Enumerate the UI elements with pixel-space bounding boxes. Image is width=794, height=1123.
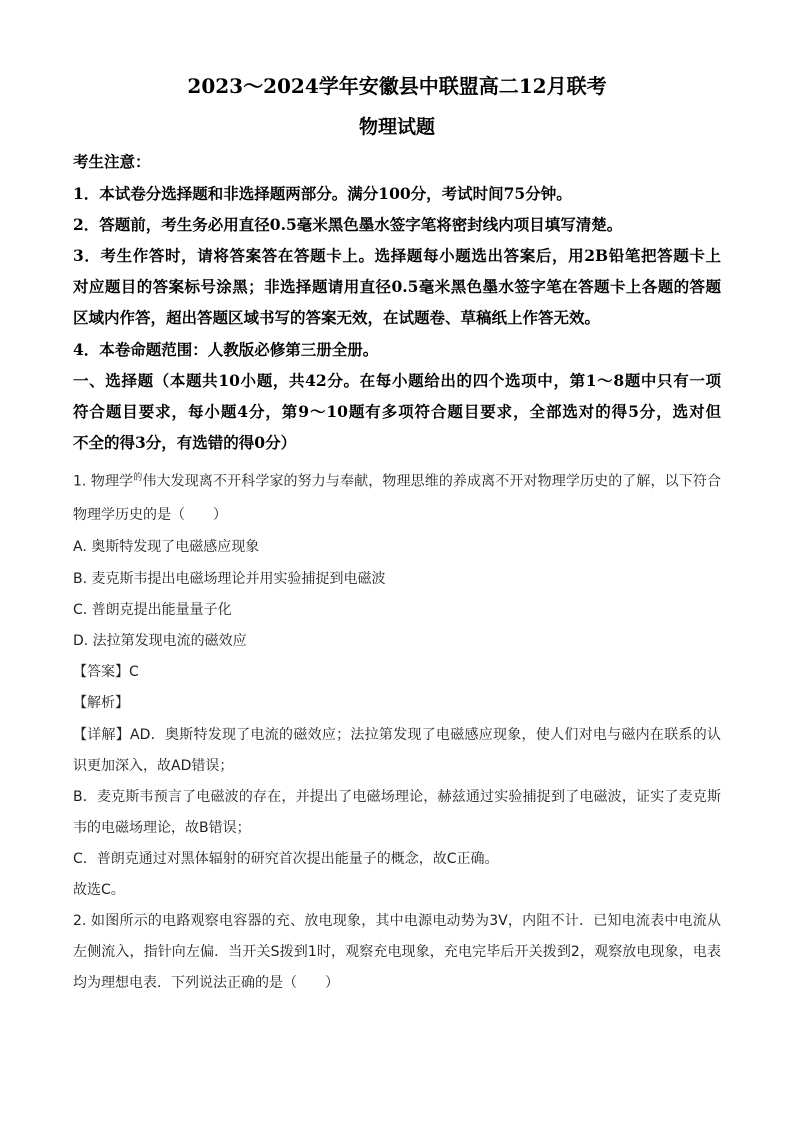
q1-detail-3: B．麦克斯韦预言了电磁波的存在，并提出了电磁场理论，赫兹通过实验捕捉到了电磁波，证实了麦克斯: [73, 789, 721, 805]
notice-item-4: 4．本卷命题范围：人教版必修第三册全册。: [73, 340, 379, 359]
notice-item-3: 3．考生作答时，请将答案答在答题卡上。选择题每小题选出答案后，用2B铅笔把答题卡上: [73, 246, 721, 265]
q1-analysis-label: 【解析】: [73, 695, 129, 711]
q1-stem: [73, 470, 721, 491]
q2-stem-2: 左侧流入，指针向左偏．当开关S拨到1时，观察充电现象，充电完毕后开关拨到2，观察放电现象，电表: [73, 944, 721, 960]
q1-stem-start: 1. 物理学: [73, 473, 134, 490]
q2-stem-1: 2. 如图所示的电路观察电容器的充、放电现象，其中电源电动势为3V，内阻不计．已知电流表中电流从: [73, 913, 721, 929]
notice-item-3-cont2: 区域内作答，超出答题区域书写的答案无效，在试题卷、草稿纸上作答无效。: [73, 308, 601, 327]
notice-item-1: 1．本试卷分选择题和非选择题两部分。满分100分，考试时间75分钟。: [73, 184, 572, 203]
q1-option-c: C. 普朗克提出能量量子化: [73, 602, 232, 618]
notice-item-3-cont: 对应题目的答案标号涂黑；非选择题请用直径0.5毫米黑色墨水签字笔在答题卡上各题的答题: [73, 277, 721, 296]
notice-item-2: 2．答题前，考生务必用直径0.5毫米黑色墨水签字笔将密封线内项目填写清楚。: [73, 215, 623, 234]
notice-heading: 考生注意：: [73, 152, 151, 171]
q1-stem-note: 的: [133, 473, 143, 483]
q1-stem-line2: 物理学历史的是（ ）: [73, 507, 227, 523]
q1-detail-1: 【详解】AD．奥斯特发现了电流的磁效应；法拉第发现了电磁感应现象，使人们对电与磁内在联系的认: [73, 727, 721, 743]
q1-detail-2: 识更加深入，故AD错误；: [73, 758, 234, 774]
q2-stem-3: 均为理想电表．下列说法正确的是（ ）: [73, 975, 339, 991]
exam-subtitle: 物理试题: [358, 116, 435, 138]
exam-title: 2023～2024学年安徽县中联盟高二12月联考: [187, 74, 607, 98]
q1-stem-rest: 伟大发现离不开科学家的努力与奉献，物理思维的养成离不开对物理学历史的了解，以下符合: [142, 473, 722, 490]
section-heading: 一、选择题（本题共10小题，共42分。在每小题给出的四个选项中，第1～8题中只有一项: [73, 371, 721, 390]
q1-detail-6: 故选C。: [73, 882, 125, 898]
q1-detail-5: C．普朗克通过对黑体辐射的研究首次提出能量子的概念，故C正确。: [73, 851, 499, 867]
q1-option-a: A. 奥斯特发现了电磁感应现象: [73, 539, 260, 555]
section-instructions-end: 不全的得3分，有选错的得0分）: [73, 433, 297, 452]
section-instructions: 符合题目要求，每小题4分，第9～10题有多项符合题目要求，全部选对的得5分，选对但: [73, 402, 721, 421]
q1-option-d: D. 法拉第发现电流的磁效应: [73, 633, 247, 649]
q1-option-b: B. 麦克斯韦提出电磁场理论并用实验捕捉到电磁波: [73, 571, 386, 587]
q1-answer: 【答案】C: [73, 664, 139, 680]
q1-detail-4: 韦的电磁场理论，故B错误；: [73, 820, 251, 836]
